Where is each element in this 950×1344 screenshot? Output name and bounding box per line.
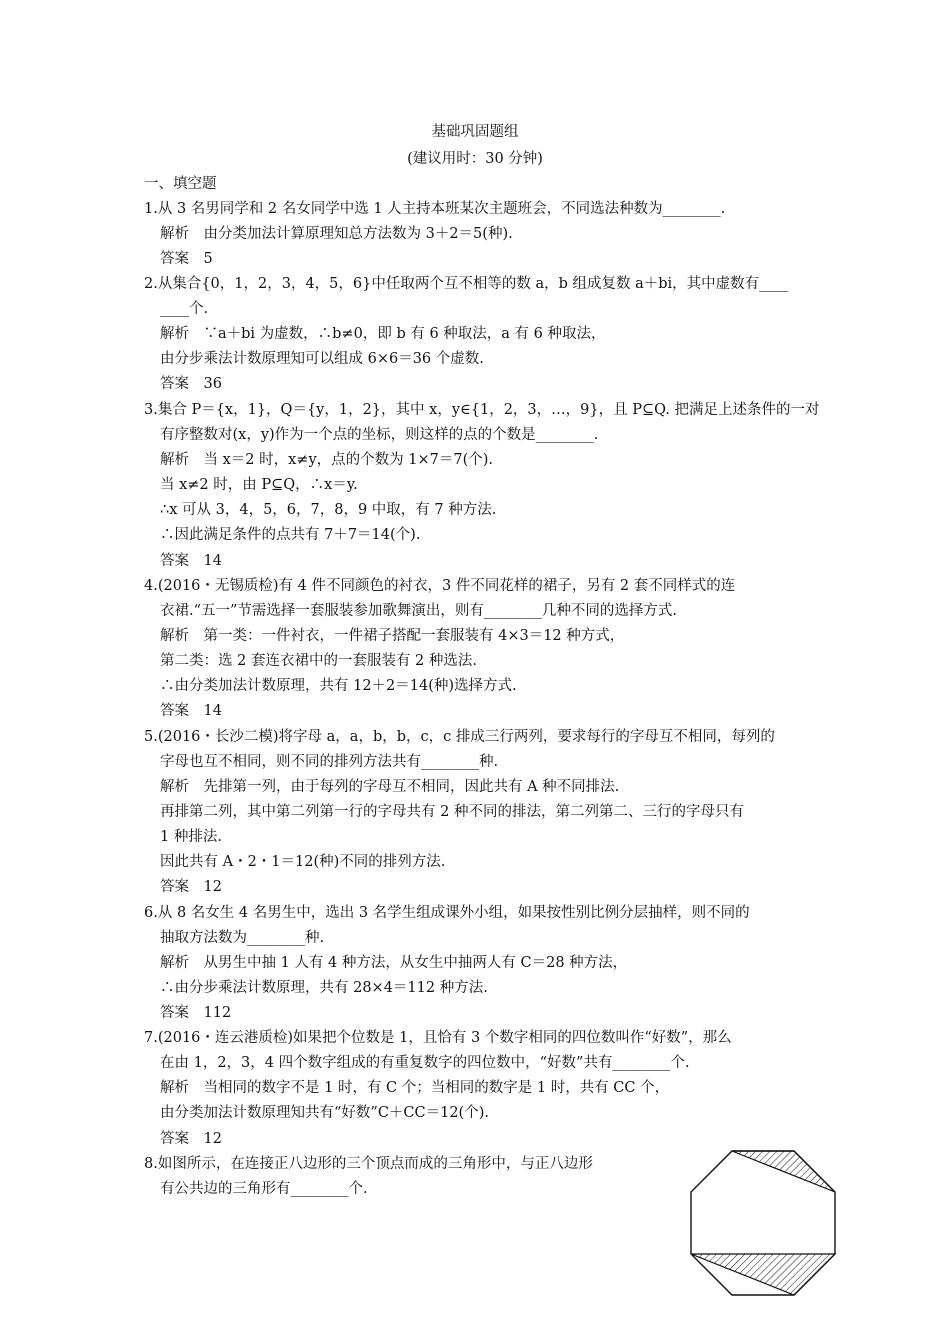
q8-stem-line: 有公共边的三角形有________个.	[160, 1181, 368, 1197]
q3-stem-line: 3.集合 P＝{x，1}，Q＝{y，1，2}，其中 x，y∈{1，2，3，…，9}，且 P⊆Q. 把满足上述条件的一对	[144, 402, 820, 418]
q5-stem-line: 5.(2016・长沙二模)将字母 a，a，b，b，c，c 排成三行两列，要求每行的字母互不相同，每列的	[144, 729, 775, 745]
q4-analysis: ∴由分类加法计数原理，共有 12＋2＝14(种)选择方式.	[160, 678, 517, 694]
q8-stem-line: 8.如图所示，在连接正八边形的三个顶点而成的三角形中，与正八边形	[144, 1156, 593, 1172]
q6-analysis: 解析 从男生中抽 1 人有 4 种方法，从女生中抽两人有 C＝28 种方法，	[160, 955, 628, 971]
q5-analysis: 1 种排法.	[160, 829, 222, 845]
q6-analysis: ∴由分步乘法计数原理，共有 28×4＝112 种方法.	[160, 980, 488, 996]
q4-analysis: 解析 第一类：一件衬衣，一件裙子搭配一套服装有 4×3＝12 种方式，	[160, 628, 625, 644]
q3-analysis: ∴因此满足条件的点共有 7＋7＝14(个).	[160, 527, 421, 543]
q7-analysis: 解析 当相同的数字不是 1 时，有 C 个；当相同的数字是 1 时，共有 CC 个，	[160, 1080, 670, 1096]
q1-answer: 答案 5	[160, 251, 213, 267]
q7-analysis: 由分类加法计数原理知共有“好数”C＋CC＝12(个).	[160, 1105, 489, 1121]
q7-stem-line: 7.(2016・连云港质检)如果把个位数是 1，且恰有 3 个数字相同的四位数叫作“好数”，那么	[144, 1030, 732, 1046]
q5-analysis: 解析 先排第一列，由于每列的字母互不相同，因此共有 A 种不同排法.	[160, 779, 620, 795]
q2-analysis: 解析 ∵a＋bi 为虚数，∴b≠0，即 b 有 6 种取法，a 有 6 种取法，	[160, 326, 606, 342]
q3-answer: 答案 14	[160, 553, 222, 569]
q1-stem-line: 1.从 3 名男同学和 2 名女同学中选 1 人主持本班某次主题班会，不同选法种数为________.	[144, 201, 726, 217]
q5-answer: 答案 12	[160, 879, 222, 895]
section-label: 一、填空题	[144, 176, 217, 192]
octagon-figure	[688, 1148, 838, 1298]
q6-stem-line: 抽取方法数为________种.	[160, 930, 325, 946]
q3-analysis: 当 x≠2 时，由 P⊆Q，∴x＝y.	[160, 477, 358, 493]
page-title: 基础巩固题组	[431, 124, 519, 140]
q2-answer: 答案 36	[160, 376, 222, 392]
hatched-triangle-top	[732, 1151, 835, 1192]
q2-stem-line: ____个.	[160, 301, 209, 317]
q4-analysis: 第二类：选 2 套连衣裙中的一套服装有 2 种选法.	[160, 653, 477, 669]
q6-stem-line: 6.从 8 名女生 4 名男生中，选出 3 名学生组成课外小组，如果按性别比例分层抽样，则不同的	[144, 905, 750, 921]
q4-stem-line: 4.(2016・无锡质检)有 4 件不同颜色的衬衣，3 件不同花样的裙子，另有 2 套不同样式的连	[144, 578, 736, 594]
q5-analysis: 因此共有 A・2・1＝12(种)不同的排列方法.	[160, 854, 446, 870]
q2-analysis: 由分步乘法计数原理知可以组成 6×6＝36 个虚数.	[160, 351, 484, 367]
q4-answer: 答案 14	[160, 703, 222, 719]
q4-stem-line: 衣裙.“五一”节需选择一套服装参加歌舞演出，则有________几种不同的选择方式.	[160, 603, 678, 619]
hatched-triangle-bottom	[691, 1254, 835, 1295]
q2-stem-line: 2.从集合{0，1，2，3，4，5，6}中任取两个互不相等的数 a，b 组成复数 a＋bi，其中虚数有____	[144, 276, 789, 292]
page-subtitle: (建议用时：30 分钟)	[407, 151, 543, 167]
q3-analysis: 解析 当 x＝2 时，x≠y，点的个数为 1×7＝7(个).	[160, 452, 493, 468]
q3-analysis: ∴x 可从 3，4，5，6，7，8，9 中取，有 7 种方法.	[160, 502, 497, 518]
q1-analysis: 解析 由分类加法计算原理知总方法数为 3＋2＝5(种).	[160, 226, 513, 242]
q5-analysis: 再排第二列，其中第二列第一行的字母共有 2 种不同的排法，第二列第二、三行的字母只有	[160, 804, 744, 820]
q6-answer: 答案 112	[160, 1005, 232, 1021]
q3-stem-line: 有序整数对(x，y)作为一个点的坐标，则这样的点的个数是________.	[160, 427, 599, 443]
q7-answer: 答案 12	[160, 1131, 222, 1147]
q5-stem-line: 字母也互不相同，则不同的排列方法共有________种.	[160, 754, 499, 770]
q7-stem-line: 在由 1，2，3，4 四个数字组成的有重复数字的四位数中，“好数”共有________个.	[160, 1055, 690, 1071]
